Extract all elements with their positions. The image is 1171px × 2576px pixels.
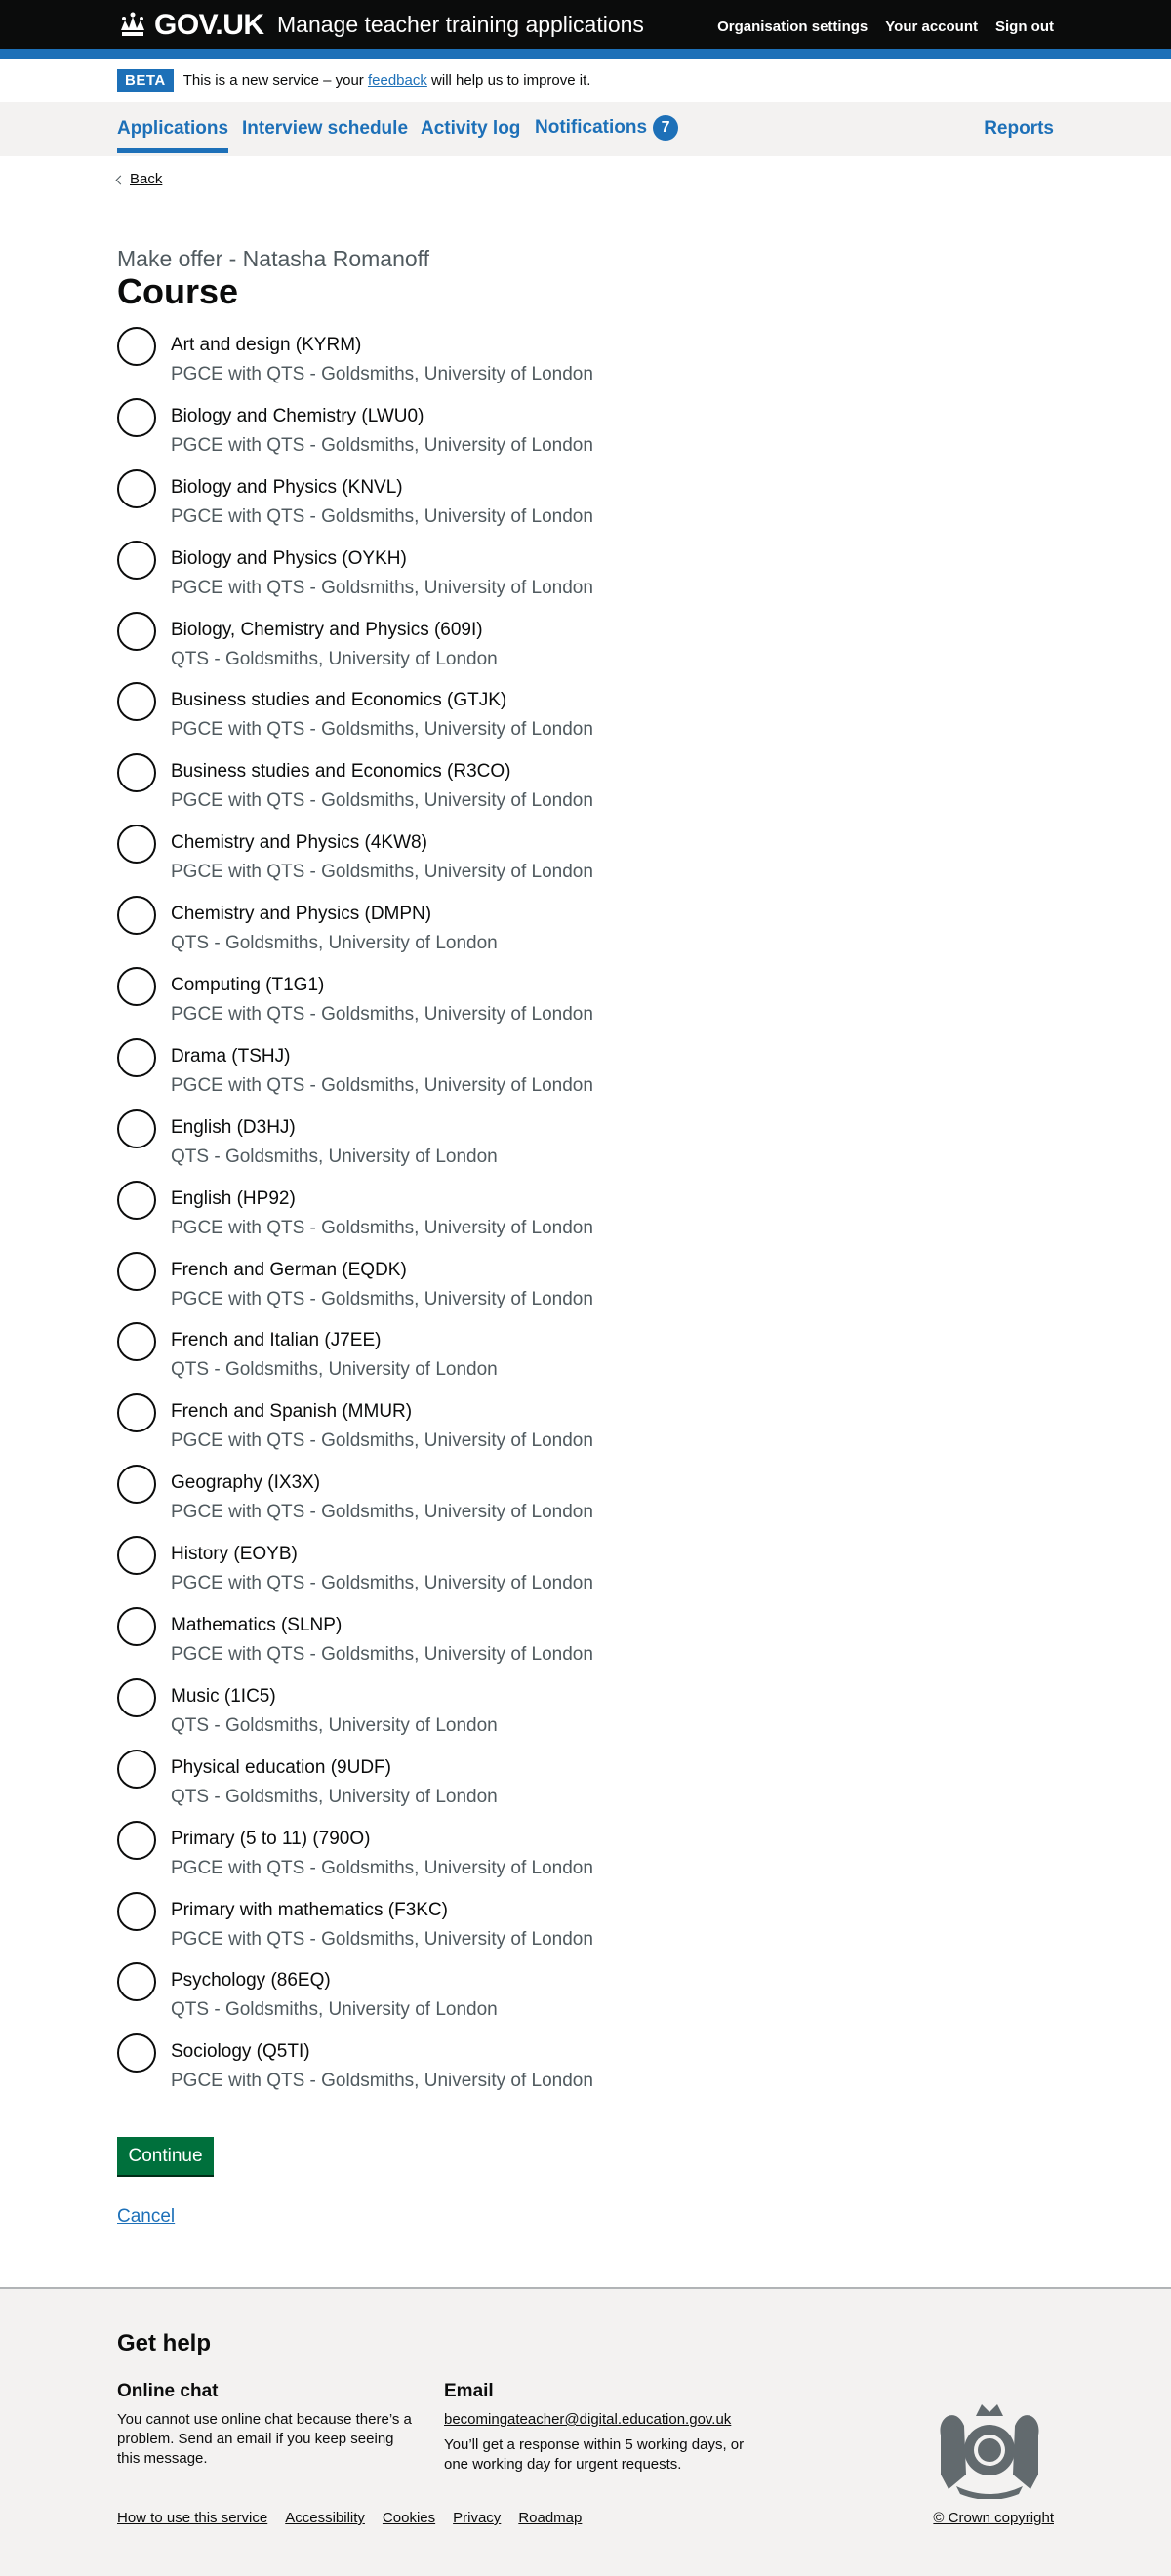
footer-link-cookies[interactable]: Cookies <box>382 2510 436 2526</box>
course-option-label[interactable]: Primary with mathematics (F3KC) <box>171 1899 448 1920</box>
course-option-label[interactable]: Biology, Chemistry and Physics (609I) <box>171 619 483 640</box>
radio-button[interactable] <box>117 753 156 792</box>
notification-count-badge: 7 <box>653 115 678 141</box>
site-header <box>0 0 1171 49</box>
course-option-hint: PGCE with QTS - Goldsmiths, University of London <box>171 719 593 741</box>
radio-button[interactable] <box>117 1536 156 1575</box>
logo-text: GOV.UK <box>154 9 264 41</box>
banner-text-before: This is a new service – your <box>182 72 364 89</box>
primary-navigation <box>0 102 1171 156</box>
radio-button[interactable] <box>117 896 156 935</box>
radio-button[interactable] <box>117 1607 156 1646</box>
course-option-hint: PGCE with QTS - Goldsmiths, University of London <box>171 1857 593 1878</box>
email-heading: Email <box>444 2381 494 2401</box>
nav-activity-log[interactable] <box>421 118 520 140</box>
radio-button[interactable] <box>117 1393 156 1432</box>
royal-coat-of-arms-icon <box>927 2396 1052 2499</box>
nav-notifications[interactable] <box>535 115 678 141</box>
course-option-label[interactable]: English (D3HJ) <box>171 1116 296 1138</box>
course-option-label[interactable]: Biology and Chemistry (LWU0) <box>171 405 424 426</box>
radio-button[interactable] <box>117 1322 156 1361</box>
course-option-hint: QTS - Goldsmiths, University of London <box>171 1146 498 1167</box>
radio-button[interactable] <box>117 1109 156 1148</box>
course-option-label[interactable]: Business studies and Economics (GTJK) <box>171 690 507 711</box>
radio-button[interactable] <box>117 967 156 1006</box>
course-option-hint: PGCE with QTS - Goldsmiths, University of London <box>171 364 593 384</box>
nav-activity-log-label: Activity log <box>421 118 521 139</box>
header-accent-bar <box>0 49 1171 59</box>
course-option-hint: QTS - Goldsmiths, University of London <box>171 933 498 954</box>
course-option-label[interactable]: Psychology (86EQ) <box>171 1970 331 1992</box>
footer-get-help-heading: Get help <box>117 2330 212 2356</box>
nav-interview-schedule[interactable]: Interview schedule <box>242 118 409 139</box>
radio-button[interactable] <box>117 1038 156 1077</box>
radio-button[interactable] <box>117 1678 156 1717</box>
course-option-label[interactable]: Drama (TSHJ) <box>171 1045 291 1067</box>
footer-link-roadmap[interactable]: Roadmap <box>518 2510 583 2526</box>
email-response-text: You’ll get a response within 5 working days, or one working day for urgent requests. <box>444 2436 745 2473</box>
footer <box>0 2287 1171 2576</box>
chevron-left-icon <box>116 175 126 184</box>
nav-applications[interactable]: Applications <box>117 118 228 153</box>
course-option-hint: PGCE with QTS - Goldsmiths, University of London <box>171 1573 593 1594</box>
page-title: Course <box>117 271 239 311</box>
radio-button[interactable] <box>117 541 156 580</box>
course-option-label[interactable]: Physical education (9UDF) <box>171 1756 391 1778</box>
continue-button[interactable]: Continue <box>117 2137 214 2175</box>
course-option-hint: QTS - Goldsmiths, University of London <box>171 1999 498 2021</box>
course-option-hint: PGCE with QTS - Goldsmiths, University of London <box>171 505 593 527</box>
footer-link-privacy[interactable]: Privacy <box>453 2510 502 2526</box>
course-option-hint: PGCE with QTS - Goldsmiths, University of London <box>171 577 593 598</box>
support-email-link[interactable]: becomingateacher@digital.education.gov.uk <box>444 2411 732 2428</box>
header-navigation <box>717 19 1054 35</box>
radio-button[interactable] <box>117 398 156 437</box>
footer-link-how-to-use[interactable]: How to use this service <box>117 2510 268 2526</box>
radio-button[interactable] <box>117 1465 156 1504</box>
feedback-link[interactable]: feedback <box>367 72 427 89</box>
course-option-label[interactable]: Primary (5 to 11) (790O) <box>171 1828 371 1849</box>
online-chat-heading: Online chat <box>117 2381 219 2401</box>
radio-button[interactable] <box>117 1181 156 1220</box>
radio-button[interactable] <box>117 612 156 651</box>
radio-button[interactable] <box>117 1962 156 2001</box>
course-option-label[interactable]: Computing (T1G1) <box>171 975 325 996</box>
service-name[interactable]: Manage teacher training applications <box>277 12 644 37</box>
course-option-label[interactable]: Music (1IC5) <box>171 1685 276 1707</box>
radio-button[interactable] <box>117 825 156 864</box>
course-option-hint: PGCE with QTS - Goldsmiths, University of London <box>171 862 593 883</box>
back-link[interactable] <box>117 171 162 187</box>
back-label: Back <box>130 171 163 187</box>
organisation-settings-link[interactable]: Organisation settings <box>717 19 868 35</box>
radio-button[interactable] <box>117 1821 156 1860</box>
radio-button[interactable] <box>117 682 156 721</box>
beta-tag: BETA <box>117 69 174 92</box>
course-option-hint: PGCE with QTS - Goldsmiths, University of London <box>171 1074 593 1096</box>
course-option-hint: PGCE with QTS - Goldsmiths, University of London <box>171 1004 593 1026</box>
footer-link-accessibility[interactable]: Accessibility <box>285 2510 365 2526</box>
page-caption: Make offer - Natasha Romanoff <box>117 246 430 271</box>
radio-button[interactable] <box>117 1252 156 1291</box>
crown-icon <box>117 11 148 40</box>
course-option-hint: PGCE with QTS - Goldsmiths, University of London <box>171 1430 593 1452</box>
course-option-label[interactable]: Geography (IX3X) <box>171 1472 321 1494</box>
radio-button[interactable] <box>117 1750 156 1789</box>
crown-copyright-link[interactable]: © Crown copyright <box>933 2510 1054 2526</box>
footer-links <box>117 2510 582 2526</box>
course-option-label[interactable]: English (HP92) <box>171 1187 296 1209</box>
online-chat-text: You cannot use online chat because there’s a problem. Send an email if you keep seeing this message. <box>117 2411 412 2467</box>
course-option-hint: PGCE with QTS - Goldsmiths, University of London <box>171 1288 593 1309</box>
course-option-label[interactable]: French and German (EQDK) <box>171 1259 407 1280</box>
course-option-hint: PGCE with QTS - Goldsmiths, University of London <box>171 790 593 812</box>
course-option-hint: PGCE with QTS - Goldsmiths, University of London <box>171 2071 593 2092</box>
course-option-hint: PGCE with QTS - Goldsmiths, University of London <box>171 1644 593 1666</box>
cancel-link[interactable]: Cancel <box>117 2206 176 2227</box>
phase-banner <box>117 69 590 92</box>
email-block <box>444 2410 731 2430</box>
radio-button[interactable] <box>117 469 156 508</box>
course-option-label[interactable]: History (EOYB) <box>171 1544 298 1565</box>
course-option-label[interactable]: Sociology (Q5TI) <box>171 2041 310 2063</box>
radio-button[interactable] <box>117 327 156 366</box>
course-option-hint: QTS - Goldsmiths, University of London <box>171 1359 498 1381</box>
banner-text-after: will help us to improve it. <box>431 72 591 89</box>
course-option-label[interactable]: Chemistry and Physics (4KW8) <box>171 832 427 854</box>
course-option-label[interactable]: Art and design (KYRM) <box>171 335 362 355</box>
course-option-hint: QTS - Goldsmiths, University of London <box>171 648 498 669</box>
course-option-label[interactable]: Biology and Physics (OYKH) <box>171 547 407 569</box>
course-option-hint: PGCE with QTS - Goldsmiths, University of London <box>171 434 593 456</box>
sign-out-link[interactable]: Sign out <box>995 19 1054 35</box>
nav-notifications-label: Notifications <box>535 117 648 139</box>
course-option-hint: QTS - Goldsmiths, University of London <box>171 1786 498 1807</box>
govuk-logo-link[interactable] <box>117 9 264 42</box>
course-option-hint: PGCE with QTS - Goldsmiths, University of London <box>171 1928 593 1950</box>
nav-reports[interactable]: Reports <box>984 118 1054 139</box>
course-option-hint: PGCE with QTS - Goldsmiths, University of London <box>171 1502 593 1523</box>
course-option-label[interactable]: French and Italian (J7EE) <box>171 1330 382 1351</box>
radio-button[interactable] <box>117 2033 156 2073</box>
course-option-label[interactable]: Business studies and Economics (R3CO) <box>171 761 511 783</box>
course-option-label[interactable]: Mathematics (SLNP) <box>171 1615 343 1636</box>
course-option-hint: QTS - Goldsmiths, University of London <box>171 1714 498 1736</box>
course-option-hint: PGCE with QTS - Goldsmiths, University of London <box>171 1217 593 1238</box>
course-option-label[interactable]: Chemistry and Physics (DMPN) <box>171 904 432 925</box>
your-account-link[interactable]: Your account <box>885 19 978 35</box>
course-option-label[interactable]: French and Spanish (MMUR) <box>171 1401 413 1423</box>
course-option-label[interactable]: Biology and Physics (KNVL) <box>171 476 403 498</box>
radio-button[interactable] <box>117 1892 156 1931</box>
